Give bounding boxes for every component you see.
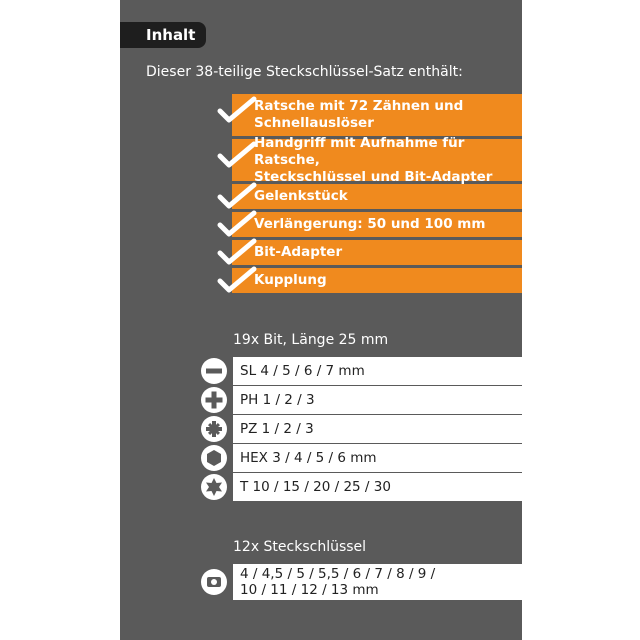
checkmark-icon	[217, 210, 257, 238]
feature-item-handle	[232, 134, 522, 185]
hex-icon	[200, 444, 228, 472]
socket-sizes-line: 10 / 11 / 12 / 13 mm	[240, 582, 379, 598]
feature-line: Schnellauslöser	[254, 115, 374, 131]
checkmark-icon	[217, 238, 257, 266]
torx-icon	[200, 473, 228, 501]
section-tab: Inhalt	[120, 22, 206, 48]
socket-icon	[200, 568, 228, 596]
feature-line: Steckschlüssel und Bit-Adapter	[254, 168, 493, 185]
bit-row-pozidriv: PZ 1 / 2 / 3	[233, 415, 522, 443]
bits-title: 19x Bit, Länge 25 mm	[233, 332, 389, 348]
feature-line: Gelenkstück	[254, 188, 348, 204]
feature-line: Verlängerung: 50 und 100 mm	[254, 216, 486, 232]
content-panel	[120, 0, 522, 640]
socket-sizes-line: 4 / 4,5 / 5 / 5,5 / 6 / 7 / 8 / 9 /	[240, 566, 436, 582]
bit-row-phillips: PH 1 / 2 / 3	[233, 386, 522, 414]
feature-item-extension	[232, 212, 522, 237]
bit-row-hex: HEX 3 / 4 / 5 / 6 mm	[233, 444, 522, 472]
socket-sizes-row	[233, 564, 522, 600]
checkmark-icon	[217, 266, 257, 294]
feature-line: Bit-Adapter	[254, 244, 343, 260]
feature-line: Ratsche mit 72 Zähnen und	[254, 98, 464, 114]
feature-item-coupling	[232, 268, 522, 293]
slotted-icon	[200, 357, 228, 385]
bit-row-torx: T 10 / 15 / 20 / 25 / 30	[233, 473, 522, 501]
checkmark-icon	[217, 182, 257, 210]
feature-item-bit-adapter	[232, 240, 522, 265]
feature-item-ratchet	[232, 94, 522, 136]
pozidriv-icon	[200, 415, 228, 443]
checkmark-icon	[217, 96, 257, 124]
feature-item-joint	[232, 184, 522, 209]
feature-line: Kupplung	[254, 272, 327, 288]
phillips-icon	[200, 386, 228, 414]
bit-row-slotted: SL 4 / 5 / 6 / 7 mm	[233, 357, 522, 385]
checkmark-icon	[217, 141, 257, 169]
feature-line: Handgriff mit Aufnahme für Ratsche,	[254, 134, 465, 168]
sockets-title: 12x Steckschlüssel	[233, 539, 367, 555]
intro-text: Dieser 38-teilige Steckschlüssel-Satz enthält:	[146, 64, 463, 80]
